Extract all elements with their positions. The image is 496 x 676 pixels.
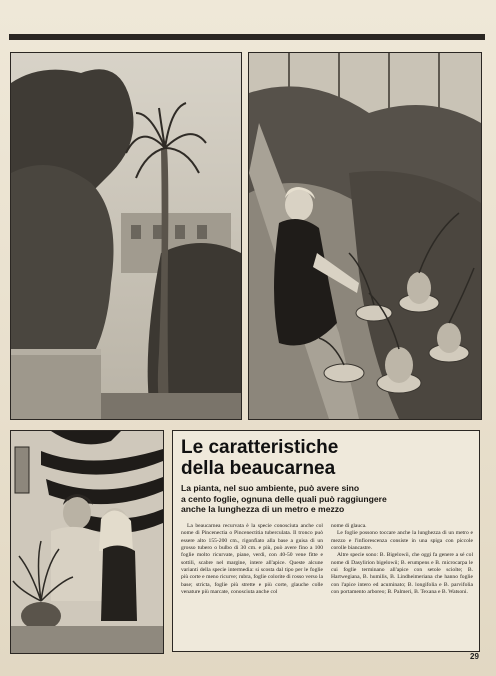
- article-column-left: [181, 523, 323, 647]
- article-box: [172, 430, 480, 652]
- article-column-right: [331, 523, 473, 647]
- header-rule: [9, 34, 485, 40]
- greenhouse-photo: [248, 52, 482, 420]
- couple-photo: [10, 430, 164, 654]
- article-paragraph: Le foglie possono toccare anche la lunghezza di un metro e mezzo e l'infiorescenza consiste in una spiga con piccole corolle biancastre.: [331, 530, 473, 552]
- beaucarnea-tree-photo: [10, 52, 242, 420]
- article-paragraph: Altre specie sono: B. Bigelowii, che oggi fa genere a sé col nome di Dasylirion bigelowii; B. erumpens e B. microcarpa le cui foglie terminano all'apice con setole sciolte; B. Hartwegiana, B. humilis, B. Lindheimeriana che hanno foglie con l'apice intero ed acuminato; B. longifolia e B. parvifolia con portamento arboreo; B. Palmeri, B. Texana e B. Watsoni.: [331, 552, 473, 596]
- article-paragraph: La beaucarnea recurvata è la specie conosciuta anche col nome di Pincenectia o Pincenectitia tuberculata. Il tronco può essere alto 155-200 cm., rigonfiato alla base a guisa di un grosso tubero o bulbo di 30 cm. e più, può avere fino a 100 foglie molto ricurvate, piane, verdi, con 40-50 vene fitte e sottili, scabre nel margine, intere all'apice. Queste alcune varianti della specie intermedia: si scosta dal tipo per le foglie più corte e meno ricurve; rubra, foglie colorite di rosso verso la base; stricta, foglie più strette e più corte, glauche colle venature più marcate, conosciuta anche col: [181, 523, 323, 596]
- article-paragraph: nome di glauca.: [331, 523, 367, 529]
- article-subtitle: La pianta, nel suo ambiente, può avere sino a cento foglie, ognuna delle quali può raggiungere anche la lunghezza di un metro e mezzo: [181, 483, 387, 514]
- page-number: 29: [470, 652, 479, 661]
- article-title: Le caratteristiche della beaucarnea: [181, 437, 339, 479]
- article-body: [181, 523, 473, 647]
